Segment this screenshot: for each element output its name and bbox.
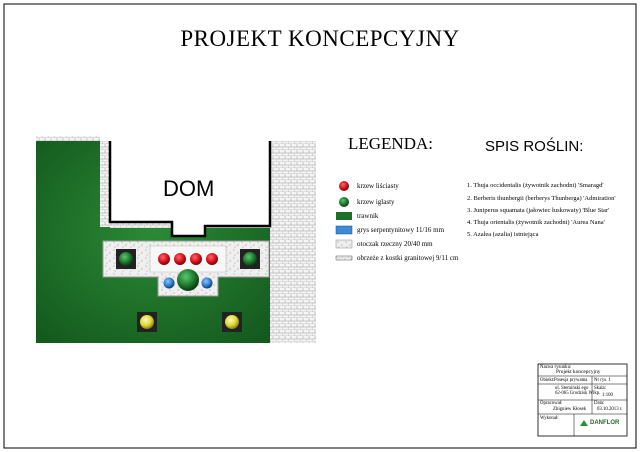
green-conifer-icon: [339, 197, 349, 207]
tb-author-label: Opracował:: [540, 401, 563, 406]
house-label: DOM: [163, 176, 215, 201]
page-title: PROJEKT KONCEPCYJNY: [180, 26, 460, 51]
plant-list-item: 5. Azalea (azalia) istniejąca: [467, 231, 539, 238]
plant-list-item: 4. Thuja orientalis (żywotnik zachodni) 'Aurea Nana': [467, 219, 605, 226]
tb-name-label: Nazwa rysunku:: [540, 365, 572, 370]
tb-sheet: Nr rys. 1: [594, 378, 611, 383]
conifer-planter-left: [116, 249, 136, 269]
legend-item-label: obrzeże z kostki granitowej 9/11 cm: [357, 254, 459, 262]
legend-item-label: otoczak rzeczny 20/40 mm: [357, 240, 433, 248]
plant-list-item: 2. Berberis thunbergii (berberys Thunberga) 'Admiration': [467, 195, 616, 202]
yellow-planter-left: [137, 312, 157, 332]
pebble-swatch-icon: [336, 240, 352, 248]
legend-item-label: krzew iglasty: [357, 198, 395, 206]
tb-object-label: Obiekt:: [540, 378, 555, 383]
tb-author: Zbigniew Kłosek: [553, 407, 587, 412]
tb-address: ul. Stemiński ego 62-065 Grodzisk Wlkp.: [555, 386, 601, 397]
legend-item-label: grys serpentynitowy 11/16 mm: [357, 226, 445, 234]
tb-date: 03.10.2013 r.: [597, 407, 623, 412]
plant-list-item: 1. Thuja occidentalis (żywotnik zachodni) 'Smaragd': [467, 182, 604, 189]
legend-icons: [336, 181, 352, 260]
legend-item-label: krzew liściasty: [357, 182, 399, 190]
blue-gravel-swatch-icon: [336, 226, 352, 234]
plant-list-heading: SPIS ROŚLIN:: [485, 138, 584, 155]
yellow-planter-right: [222, 312, 242, 332]
granite-edge-icon: [336, 256, 352, 260]
conifer-planter-right: [240, 249, 260, 269]
tb-scale-label: Skala:: [594, 386, 606, 391]
red-shrub-icon: [339, 181, 349, 191]
tb-date-label: Data:: [594, 401, 605, 406]
legend-heading: LEGENDA:: [348, 134, 433, 153]
lawn-swatch-icon: [336, 212, 352, 220]
tb-object: Posesja prywatna: [554, 378, 588, 383]
tb-approved-label: Wykonał:: [540, 416, 559, 421]
legend-item-label: trawnik: [357, 212, 379, 220]
plant-list-item: 3. Juniperus squamata (jałowiec łuskowaty) 'Blue Star': [467, 207, 610, 214]
tb-name: Projekt koncepcyjny: [556, 369, 601, 375]
tb-scale: 1:100: [602, 393, 613, 398]
company-logo-text: DANFLOR: [590, 420, 620, 426]
